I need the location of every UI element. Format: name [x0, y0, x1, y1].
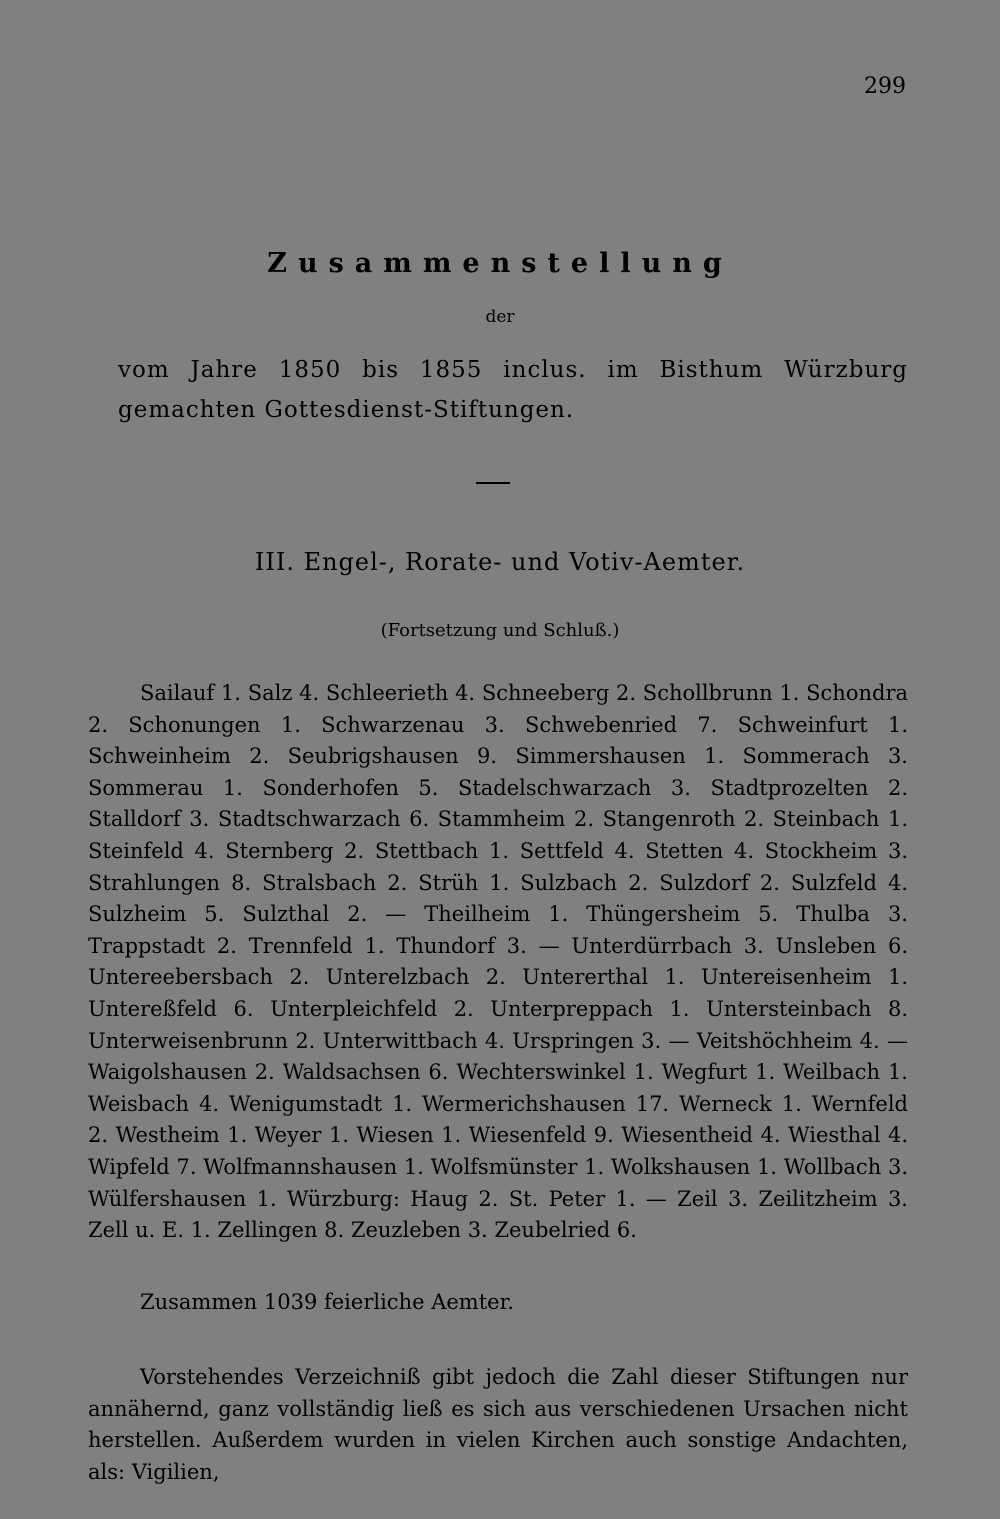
- closing-paragraph: Vorstehendes Verzeichniß gibt jedoch die Zahl dieser Stiftungen nur annähernd, ganz vollständig ließ es sich aus verschiedenen Ursachen nicht herstellen. Außerdem wurden in vielen Kirchen auch sonstige Andachten, als: Vigilien,: [88, 1365, 908, 1484]
- place-index-paragraph: Sailauf 1. Salz 4. Schleerieth 4. Schneeberg 2. Schollbrunn 1. Schondra 2. Schonungen 1. Schwarzenau 3. Schwebenried 7. Schweinfurt 1. Schweinheim 2. Seubrigshausen 9. Simmershausen 1. Sommerach 3. Sommerau 1. Sonderhofen 5. Stadelschwarzach 3. Stadtprozelten 2. Stalldorf 3. Stadtschwarzach 6. Stammheim 2. Stangenroth 2. Steinbach 1. Steinfeld 4. Sternberg 2. Stettbach 1. Settfeld 4. Stetten 4. Stockheim 3. Strahlungen 8. Stralsbach 2. Strüh 1. Sulzbach 2. Sulzdorf 2. Sulzfeld 4. Sulzheim 5. Sulzthal 2. — Theilheim 1. Thüngersheim 5. Thulba 3. Trappstadt 2. Trennfeld 1. Thundorf 3. — Unterdürrbach 3. Unsleben 6. Untereebersbach 2. Unterelzbach 2. Untererthal 1. Untereisenheim 1. Untereßfeld 6. Unterpleichfeld 2. Unterpreppach 1. Untersteinbach 8. Unterweisenbrunn 2. Unterwittbach 4. Urspringen 3. — Veitshöchheim 4. — Waigolshausen 2. Waldsachsen 6. Wechterswinkel 1. Wegfurt 1. Weilbach 1. Weisbach 4. Wenigumstadt 1. Wermerichshausen 17. Werneck 1. Wernfeld 2. Westheim 1. Weyer 1. Wiesen 1. Wiesenfeld 9. Wiesentheid 4. Wiesthal 4. Wipfeld 7. Wolfmannshausen 1. Wolfsmünster 1. Wolkshausen 1. Wollbach 3. Wülfershausen 1. Würzburg: Haug 2. St. Peter 1. — Zeil 3. Zeilitzheim 3. Zell u. E. 1. Zellingen 8. Zeuzleben 3. Zeubelried 6.: [88, 681, 908, 1243]
- divider: [476, 482, 510, 484]
- total-line: Zusammen 1039 feierliche Aemter.: [140, 1290, 514, 1314]
- title-connector: der: [485, 307, 515, 327]
- subtitle: vom Jahre 1850 bis 1855 inclus. im Bisthum Würzburg gemachten Gottesdienst-Stiftungen.: [118, 357, 908, 423]
- page-number: 299: [864, 74, 906, 99]
- page-title: Zusammenstellung: [267, 248, 733, 279]
- continuation-note: (Fortsetzung und Schluß.): [380, 620, 620, 641]
- section-heading: III. Engel-, Rorate- und Votiv-Aemter.: [254, 548, 746, 576]
